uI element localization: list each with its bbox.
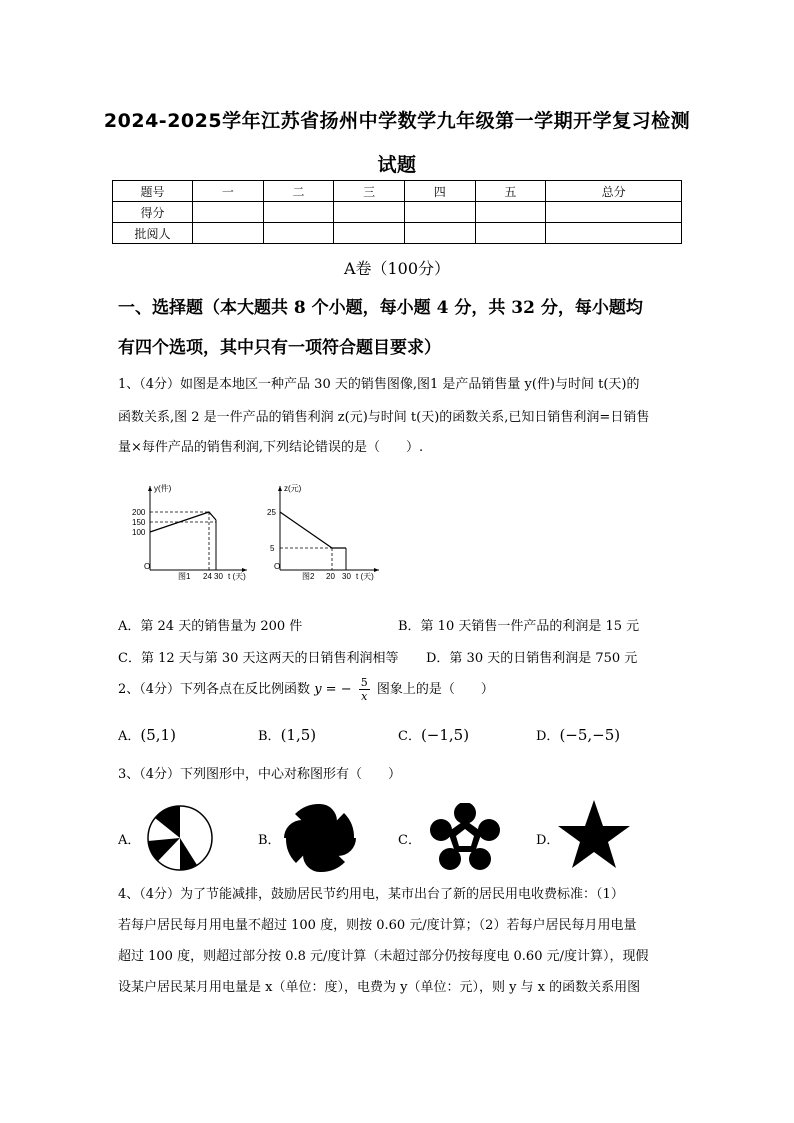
score-header-cell: 三 — [334, 181, 405, 202]
q2-option-b-value: (1,5) — [280, 726, 317, 744]
q2-stem-b: 图象上的是（ ） — [376, 682, 494, 697]
q1-stem-line2: 函数关系,图 2 是一件产品的销售利润 z(元)与时间 t(天)的函数关系,已知日销售利润=日销售 — [118, 410, 650, 425]
q1-option-c: C．第 12 天与第 30 天这两天的日销售利润相等 — [118, 651, 399, 666]
q1-figure1 — [130, 480, 250, 585]
score-table-row — [113, 223, 682, 244]
score-table — [112, 180, 682, 244]
q3-option-c-label: C． — [398, 833, 421, 848]
q2-stem-a: 2、（4分）下列各点在反比例函数 — [118, 682, 311, 697]
q3-option-b-label: B． — [258, 833, 281, 848]
q4-stem-line2: 若每户居民每月用电量不超过 100 度，则按 0.60 元/度计算；（2）若每户居民每月用电量 — [118, 918, 637, 933]
q3c-lobe-2 — [478, 819, 500, 841]
q2-option-d-value: (−5,−5) — [559, 726, 621, 744]
score-cell — [334, 202, 405, 223]
score-cell — [475, 202, 546, 223]
score-header-cell: 二 — [263, 181, 334, 202]
section-heading-line1: 一、选择题（本大题共 8 个小题，每小题 4 分，共 32 分，每小题均 — [118, 298, 643, 318]
fig1-caption: 图1 — [178, 572, 191, 581]
fig2-tick-30: 30 — [342, 572, 351, 581]
fig2-t-arrow — [374, 568, 379, 572]
q1-option-a: A．第 24 天的销售量为 200 件 — [118, 619, 303, 634]
score-row-label: 批阅人 — [113, 223, 193, 244]
q2-func-lhs: y = − — [314, 682, 352, 697]
score-cell — [334, 223, 405, 244]
score-header-cell: 四 — [404, 181, 475, 202]
q2-option-c-value: (−1,5) — [420, 726, 470, 744]
score-cell — [193, 202, 264, 223]
fig1-tick-24: 24 — [203, 572, 212, 581]
fig1-t-label: t (天) — [228, 572, 246, 581]
fig1-tick-30: 30 — [214, 572, 223, 581]
q4-stem-line3: 超过 100 度，则超过部分按 0.8 元/度计算（未超过部分仍按每度电 0.60 元/度计算），现假 — [118, 949, 649, 964]
score-cell — [263, 202, 334, 223]
q3-figure-a — [145, 803, 215, 873]
score-table-row — [113, 202, 682, 223]
q3-option-a-label: A． — [118, 833, 141, 848]
q3-figure-b — [282, 800, 358, 876]
q1-option-d: D．第 30 天的日销售利润是 750 元 — [426, 651, 638, 666]
fig2-t-label: t (天) — [356, 572, 374, 581]
q2-stem — [118, 674, 494, 706]
score-cell — [546, 202, 682, 223]
fig2-caption: 图2 — [302, 572, 315, 581]
fig2-z-label: z(元) — [284, 484, 302, 493]
fig2-origin: O — [274, 562, 281, 571]
score-header-cell: 总分 — [546, 181, 682, 202]
fig1-y-label: y(件) — [154, 484, 172, 493]
fig2-z-arrow — [278, 486, 282, 491]
q2-fraction-num: 5 — [360, 676, 368, 689]
fig2-tick-20: 20 — [326, 572, 335, 581]
q2-option-c-label: C． — [398, 729, 421, 744]
doc-title-line2: 试题 — [377, 154, 417, 176]
score-cell — [404, 202, 475, 223]
q4-stem-line4: 设某户居民某月用电量是 x（单位：度），电费为 y（单位：元），则 y 与 x 的函数关系用图 — [118, 980, 641, 995]
q3-figure-d — [557, 798, 631, 870]
q3-stem: 3、（4分）下列图形中，中心对称图形有（ ） — [118, 767, 402, 782]
q2-option-c — [398, 725, 469, 744]
score-cell — [263, 223, 334, 244]
q1-option-b: B．第 10 天销售一件产品的利润是 15 元 — [398, 619, 640, 634]
volume-title: A卷（100分） — [343, 259, 451, 278]
q2-option-b-label: B． — [258, 729, 281, 744]
fig1-tick-100: 100 — [132, 528, 146, 537]
fig2-curve — [280, 512, 346, 548]
q3-option-d-label: D． — [536, 833, 560, 848]
score-header-cell: 五 — [475, 181, 546, 202]
q2-option-a — [118, 725, 176, 744]
q2-option-d — [536, 725, 620, 744]
fig1-tick-150: 150 — [132, 518, 146, 527]
score-row-label: 得分 — [113, 202, 193, 223]
q2-option-a-value: (5,1) — [140, 726, 176, 744]
fig1-tick-200: 200 — [132, 508, 146, 517]
q1-stem-line1: 1、（4分）如图是本地区一种产品 30 天的销售图像,图1 是产品销售量 y(件)与时间 t(天)的 — [118, 377, 640, 392]
q1-figure2 — [262, 480, 382, 585]
section-heading-line2: 有四个选项，其中只有一项符合题目要求） — [118, 338, 441, 358]
fig2-tick-25: 25 — [267, 508, 276, 517]
q3-figure-c — [430, 803, 500, 873]
doc-title-line1: 2024-2025学年江苏省扬州中学数学九年级第一学期开学复习检测 — [103, 110, 691, 132]
q2-option-b — [258, 725, 316, 744]
score-cell — [475, 223, 546, 244]
score-cell — [193, 223, 264, 244]
fig2-tick-5: 5 — [270, 544, 275, 553]
score-table-header-row — [113, 181, 682, 202]
score-cell — [546, 223, 682, 244]
q2-option-a-label: A． — [118, 729, 141, 744]
score-cell — [404, 223, 475, 244]
q2-fraction-den: x — [361, 690, 368, 703]
fig1-y-arrow — [148, 486, 152, 491]
score-header-cell: 一 — [193, 181, 264, 202]
q4-stem-line1: 4、（4分）为了节能减排，鼓励居民节约用电，某市出台了新的居民用电收费标准：（1） — [118, 887, 624, 902]
fig1-origin: O — [144, 562, 151, 571]
q1-stem-line3: 量×每件产品的销售利润,下列结论错误的是（ ）. — [118, 440, 424, 455]
q2-fraction — [359, 676, 370, 703]
q2-option-d-label: D． — [536, 729, 560, 744]
score-header-cell: 题号 — [113, 181, 193, 202]
q3d-star — [558, 800, 630, 868]
q3c-lobe-5 — [430, 819, 452, 841]
